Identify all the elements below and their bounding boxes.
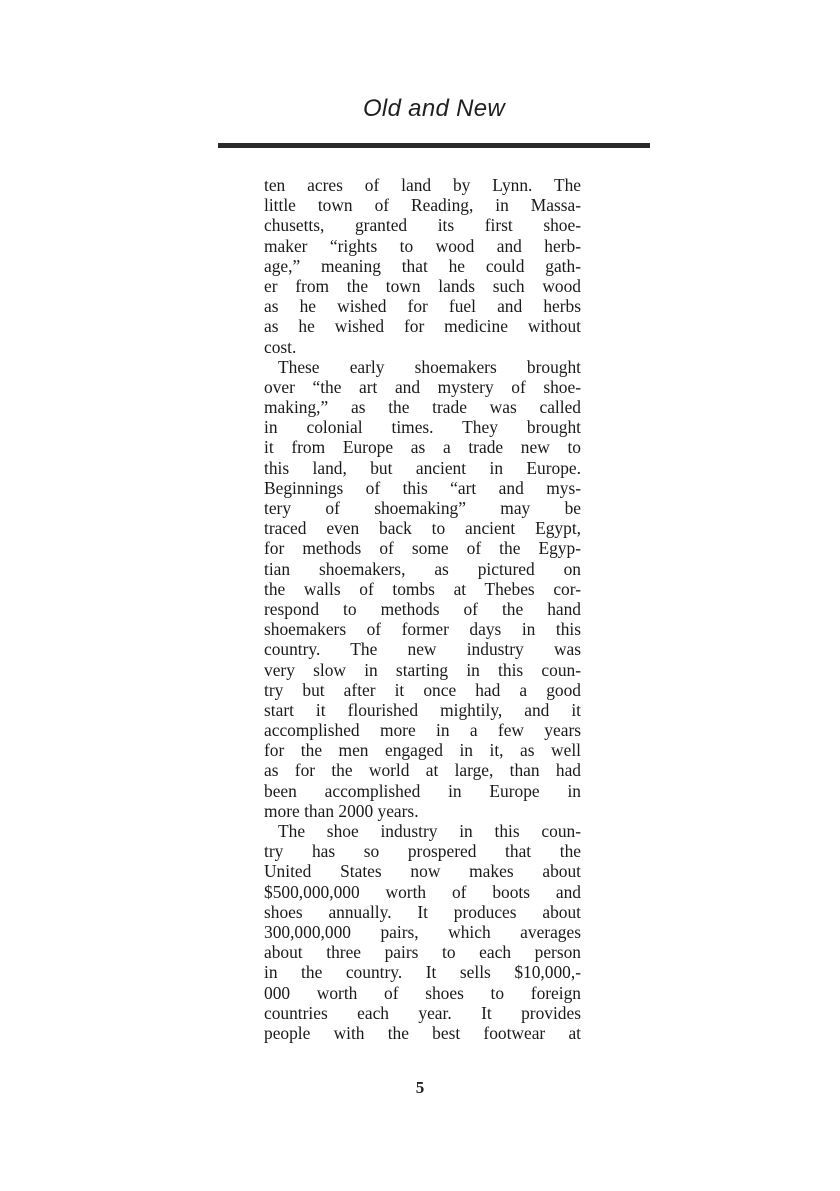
text-line: making,” as the trade was called xyxy=(264,397,581,418)
text-line: 000 worth of shoes to foreign xyxy=(264,982,581,1003)
text-line: as he wished for fuel and herbs xyxy=(264,296,581,317)
text-line: maker “rights to wood and herb- xyxy=(264,235,581,256)
text-line: country. The new industry was xyxy=(264,639,581,660)
text-line: been accomplished in Europe in xyxy=(264,780,581,801)
text-line: shoes annually. It produces about xyxy=(264,901,581,922)
header-rule xyxy=(218,143,650,148)
text-line: accomplished more in a few years xyxy=(264,720,581,741)
text-line: in the country. It sells $10,000,- xyxy=(264,962,581,983)
text-line: little town of Reading, in Massa- xyxy=(264,195,581,216)
text-line: in colonial times. They brought xyxy=(264,417,581,438)
text-line: age,” meaning that he could gath- xyxy=(264,255,581,276)
text-line: for the men engaged in it, as well xyxy=(264,740,581,761)
text-line: 300,000,000 pairs, which averages xyxy=(264,921,581,942)
text-line: more than 2000 years. xyxy=(264,800,419,821)
text-line: traced even back to ancient Egypt, xyxy=(264,518,581,539)
text-line: about three pairs to each person xyxy=(264,942,581,963)
text-column xyxy=(264,175,581,1043)
paragraph-first-line: The shoe industry in this coun- xyxy=(278,821,581,841)
running-header-title: Old and New xyxy=(362,95,506,122)
text-line: for methods of some of the Egyp- xyxy=(264,538,581,559)
text-line: start it flourished mightily, and it xyxy=(264,699,581,720)
text-line: United States now makes about xyxy=(264,861,581,882)
text-line: chusetts, granted its first shoe- xyxy=(264,215,581,236)
text-line: er from the town lands such wood xyxy=(264,275,581,296)
text-line: shoemakers of former days in this xyxy=(264,619,581,640)
text-line: very slow in starting in this coun- xyxy=(264,659,581,680)
page-number: 5 xyxy=(415,1078,425,1097)
text-line: cost. xyxy=(264,336,297,357)
text-line: ten acres of land by Lynn. The xyxy=(264,175,581,195)
text-line: tian shoemakers, as pictured on xyxy=(264,558,581,579)
text-line: Beginnings of this “art and mys- xyxy=(264,477,581,498)
text-line: countries each year. It provides xyxy=(264,1002,581,1023)
text-line: try but after it once had a good xyxy=(264,679,581,700)
text-line: as for the world at large, than had xyxy=(264,760,581,781)
text-line: the walls of tombs at Thebes cor- xyxy=(264,578,581,599)
paragraph-first-line: These early shoemakers brought xyxy=(278,356,581,377)
text-line: over “the art and mystery of shoe- xyxy=(264,376,581,397)
text-line: people with the best footwear at xyxy=(264,1022,581,1043)
text-line: try has so prospered that the xyxy=(264,841,581,862)
text-line: tery of shoemaking” may be xyxy=(264,498,581,518)
text-line: respond to methods of the hand xyxy=(264,598,581,619)
text-line: as he wished for medicine without xyxy=(264,316,581,337)
text-line: $500,000,000 worth of boots and xyxy=(264,881,581,902)
text-line: it from Europe as a trade new to xyxy=(264,437,581,458)
text-line: this land, but ancient in Europe. xyxy=(264,457,581,478)
